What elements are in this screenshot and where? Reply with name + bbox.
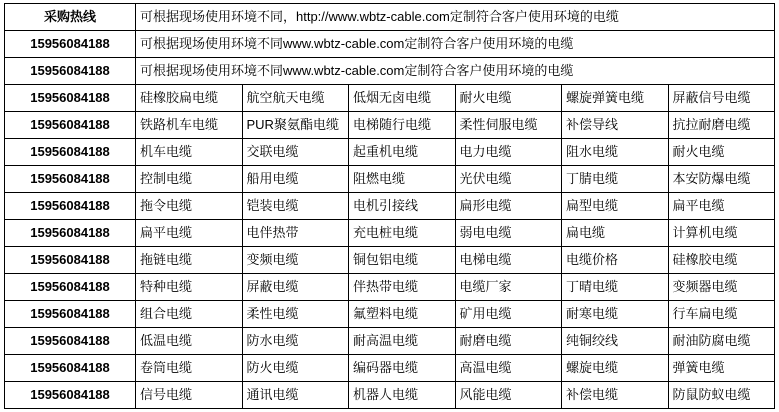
phone-number: 15956084188 bbox=[5, 328, 136, 355]
table-row bbox=[5, 355, 775, 382]
product-link[interactable]: 氟塑料电缆 bbox=[349, 301, 456, 328]
product-link[interactable]: 电梯电缆 bbox=[455, 247, 562, 274]
product-link[interactable]: 矿用电缆 bbox=[455, 301, 562, 328]
phone-number: 15956084188 bbox=[5, 247, 136, 274]
product-link[interactable]: 补偿电缆 bbox=[562, 382, 669, 409]
product-link[interactable]: 变频电缆 bbox=[242, 247, 349, 274]
product-link[interactable]: 防火电缆 bbox=[242, 355, 349, 382]
product-link[interactable]: 交联电缆 bbox=[242, 139, 349, 166]
product-link[interactable]: 防水电缆 bbox=[242, 328, 349, 355]
product-link[interactable]: 屏蔽电缆 bbox=[242, 274, 349, 301]
product-link[interactable]: 铁路机车电缆 bbox=[136, 112, 243, 139]
product-link[interactable]: 扁形电缆 bbox=[455, 193, 562, 220]
product-link[interactable]: 低温电缆 bbox=[136, 328, 243, 355]
product-link[interactable]: 耐火电缆 bbox=[455, 85, 562, 112]
product-link[interactable]: 耐磨电缆 bbox=[455, 328, 562, 355]
intro-text-1: 可根据现场使用环境不同，http://www.wbtz-cable.com定制符合客户使用环境的电缆 bbox=[136, 4, 775, 31]
table-row bbox=[5, 139, 775, 166]
product-link[interactable]: 充电桩电缆 bbox=[349, 220, 456, 247]
product-link[interactable]: 抗拉耐磨电缆 bbox=[668, 112, 775, 139]
product-link[interactable]: 船用电缆 bbox=[242, 166, 349, 193]
product-link[interactable]: 变频器电缆 bbox=[668, 274, 775, 301]
product-link[interactable]: 铠装电缆 bbox=[242, 193, 349, 220]
table-row bbox=[5, 301, 775, 328]
product-link[interactable]: 防鼠防蚁电缆 bbox=[668, 382, 775, 409]
phone-number: 15956084188 bbox=[5, 301, 136, 328]
product-link[interactable]: 信号电缆 bbox=[136, 382, 243, 409]
product-link[interactable]: 柔性电缆 bbox=[242, 301, 349, 328]
table-row-header bbox=[5, 4, 775, 31]
table-row bbox=[5, 85, 775, 112]
phone-number: 15956084188 bbox=[5, 139, 136, 166]
product-link[interactable]: 特种电缆 bbox=[136, 274, 243, 301]
product-link[interactable]: 伴热带电缆 bbox=[349, 274, 456, 301]
intro-text-2: 可根据现场使用环境不同www.wbtz-cable.com定制符合客户使用环境的电缆 bbox=[136, 31, 775, 58]
product-link[interactable]: 编码器电缆 bbox=[349, 355, 456, 382]
product-link[interactable]: 高温电缆 bbox=[455, 355, 562, 382]
product-link[interactable]: 通讯电缆 bbox=[242, 382, 349, 409]
product-link[interactable]: 耐高温电缆 bbox=[349, 328, 456, 355]
product-link[interactable]: 控制电缆 bbox=[136, 166, 243, 193]
product-link[interactable]: 低烟无卤电缆 bbox=[349, 85, 456, 112]
product-link[interactable]: PUR聚氨酯电缆 bbox=[242, 112, 349, 139]
product-link[interactable]: 耐火电缆 bbox=[668, 139, 775, 166]
product-link[interactable]: 电梯随行电缆 bbox=[349, 112, 456, 139]
table-row bbox=[5, 112, 775, 139]
table-row bbox=[5, 166, 775, 193]
phone-number: 15956084188 bbox=[5, 193, 136, 220]
table-row bbox=[5, 382, 775, 409]
product-link[interactable]: 扁平电缆 bbox=[136, 220, 243, 247]
table-row bbox=[5, 58, 775, 85]
product-link[interactable]: 机车电缆 bbox=[136, 139, 243, 166]
product-link[interactable]: 屏蔽信号电缆 bbox=[668, 85, 775, 112]
product-link[interactable]: 光伏电缆 bbox=[455, 166, 562, 193]
phone-number: 15956084188 bbox=[5, 58, 136, 85]
product-link[interactable]: 行车扁电缆 bbox=[668, 301, 775, 328]
product-link[interactable]: 航空航天电缆 bbox=[242, 85, 349, 112]
product-link[interactable]: 扁平电缆 bbox=[668, 193, 775, 220]
product-link[interactable]: 纯铜绞线 bbox=[562, 328, 669, 355]
intro-text-3: 可根据现场使用环境不同www.wbtz-cable.com定制符合客户使用环境的电缆 bbox=[136, 58, 775, 85]
table-row bbox=[5, 274, 775, 301]
table-row bbox=[5, 193, 775, 220]
product-link[interactable]: 风能电缆 bbox=[455, 382, 562, 409]
table-body bbox=[5, 4, 775, 409]
phone-number: 15956084188 bbox=[5, 220, 136, 247]
phone-number: 15956084188 bbox=[5, 31, 136, 58]
product-link[interactable]: 耐寒电缆 bbox=[562, 301, 669, 328]
phone-number: 15956084188 bbox=[5, 166, 136, 193]
product-link[interactable]: 计算机电缆 bbox=[668, 220, 775, 247]
product-link[interactable]: 卷筒电缆 bbox=[136, 355, 243, 382]
phone-number: 15956084188 bbox=[5, 355, 136, 382]
product-link[interactable]: 电机引接线 bbox=[349, 193, 456, 220]
product-link[interactable]: 弹簧电缆 bbox=[668, 355, 775, 382]
product-link[interactable]: 电力电缆 bbox=[455, 139, 562, 166]
product-link[interactable]: 扁型电缆 bbox=[562, 193, 669, 220]
purchase-hotline-label: 采购热线 bbox=[5, 4, 136, 31]
product-link[interactable]: 丁晴电缆 bbox=[562, 274, 669, 301]
product-link[interactable]: 阻燃电缆 bbox=[349, 166, 456, 193]
table-row bbox=[5, 328, 775, 355]
phone-number: 15956084188 bbox=[5, 85, 136, 112]
product-link[interactable]: 电伴热带 bbox=[242, 220, 349, 247]
product-link[interactable]: 螺旋电缆 bbox=[562, 355, 669, 382]
product-link[interactable]: 螺旋弹簧电缆 bbox=[562, 85, 669, 112]
product-link[interactable]: 起重机电缆 bbox=[349, 139, 456, 166]
product-link[interactable]: 组合电缆 bbox=[136, 301, 243, 328]
product-link[interactable]: 硅橡胶电缆 bbox=[668, 247, 775, 274]
product-link[interactable]: 弱电电缆 bbox=[455, 220, 562, 247]
product-link[interactable]: 电缆厂家 bbox=[455, 274, 562, 301]
product-link[interactable]: 本安防爆电缆 bbox=[668, 166, 775, 193]
product-link[interactable]: 耐油防腐电缆 bbox=[668, 328, 775, 355]
product-link[interactable]: 丁腈电缆 bbox=[562, 166, 669, 193]
cable-products-table bbox=[4, 3, 775, 409]
product-link[interactable]: 补偿导线 bbox=[562, 112, 669, 139]
product-link[interactable]: 硅橡胶扁电缆 bbox=[136, 85, 243, 112]
product-link[interactable]: 电缆价格 bbox=[562, 247, 669, 274]
product-link[interactable]: 柔性伺服电缆 bbox=[455, 112, 562, 139]
table-row bbox=[5, 220, 775, 247]
product-link[interactable]: 拖令电缆 bbox=[136, 193, 243, 220]
table-row bbox=[5, 31, 775, 58]
phone-number: 15956084188 bbox=[5, 112, 136, 139]
product-link[interactable]: 阻水电缆 bbox=[562, 139, 669, 166]
product-link[interactable]: 铜包铝电缆 bbox=[349, 247, 456, 274]
phone-number: 15956084188 bbox=[5, 382, 136, 409]
table-row bbox=[5, 247, 775, 274]
product-link[interactable]: 扁电缆 bbox=[562, 220, 669, 247]
product-link[interactable]: 拖链电缆 bbox=[136, 247, 243, 274]
product-link[interactable]: 机器人电缆 bbox=[349, 382, 456, 409]
phone-number: 15956084188 bbox=[5, 274, 136, 301]
